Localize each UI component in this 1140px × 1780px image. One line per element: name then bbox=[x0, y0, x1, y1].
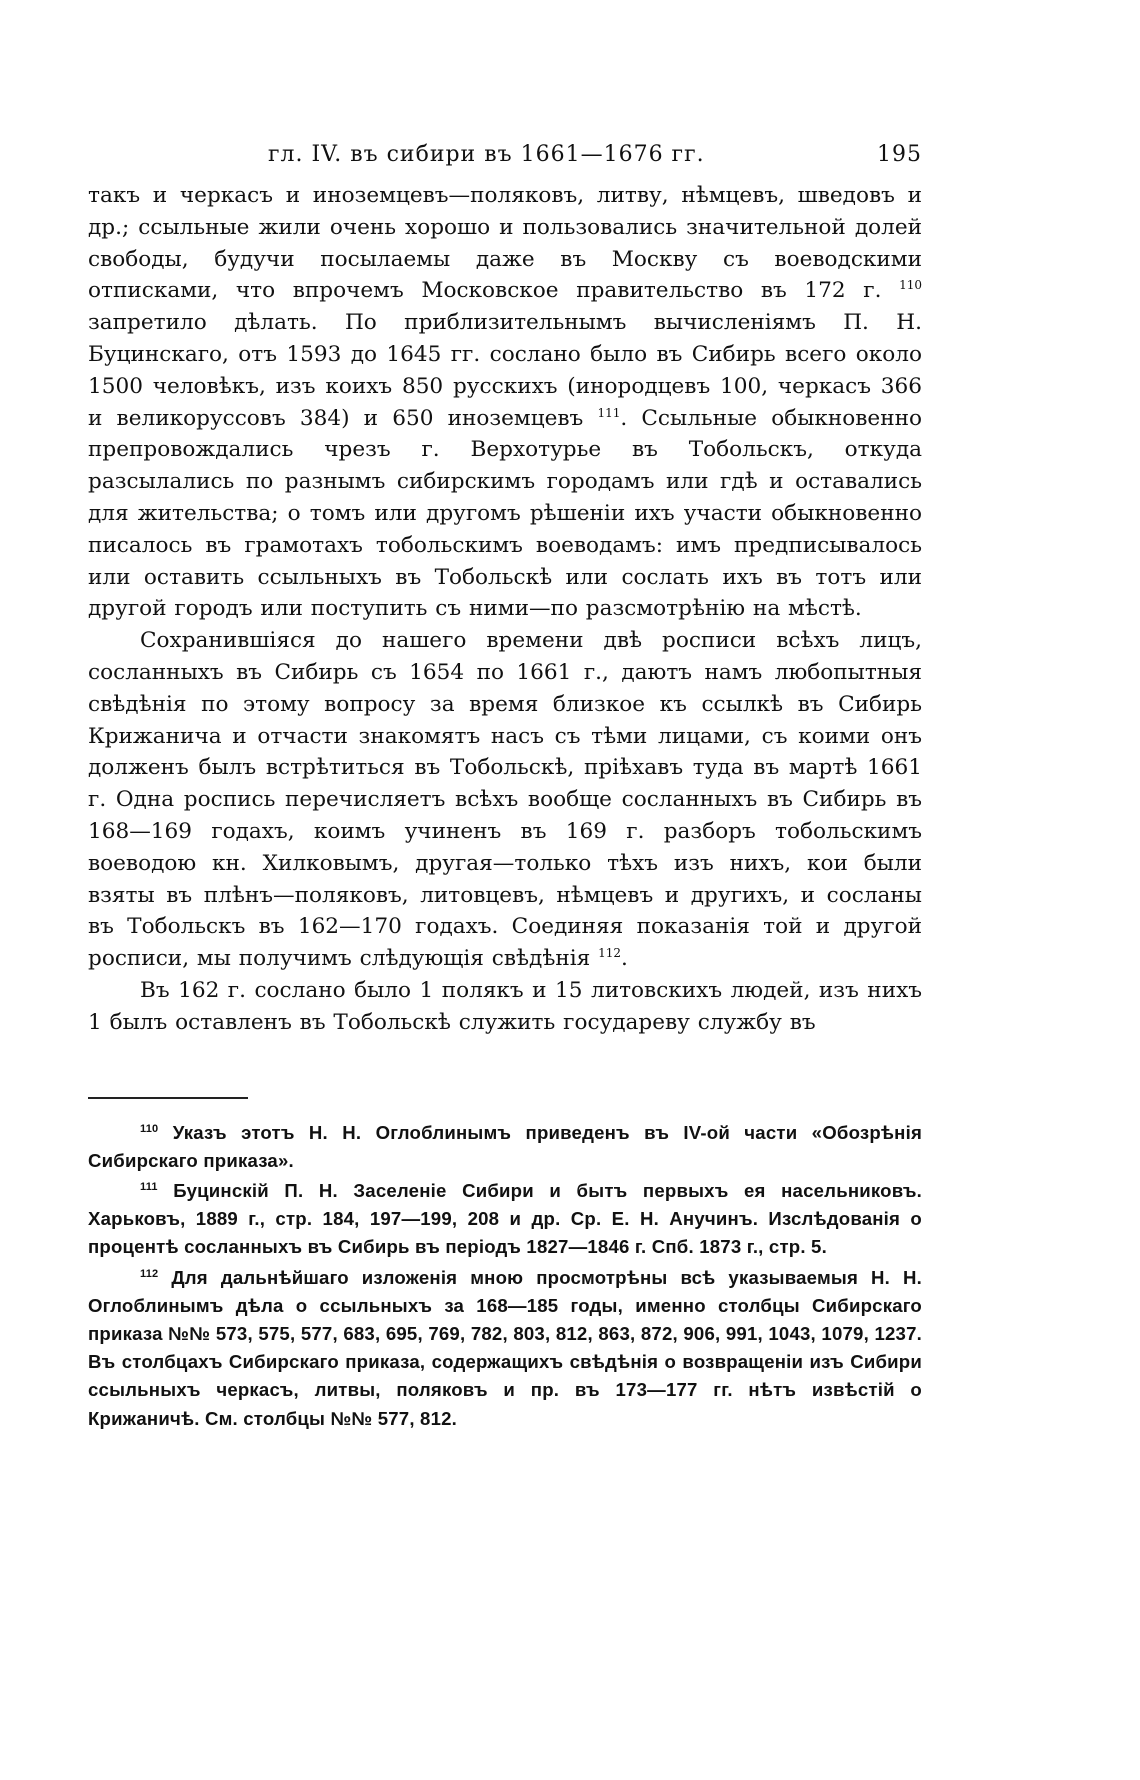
paragraph-1-part-b: запретило дѣлать. По приблизительнымъ вычисленіямъ П. Н. Буцинскаго, отъ 1593 до 1645 гг. сослано было въ Сибирь всего около 1500 человѣкъ, изъ коихъ 850 русскихъ (инородцевъ 100, черкасъ 366 и великоруссовъ 384) и 650 иноземцевъ bbox=[88, 310, 922, 431]
paragraph-1-part-c: . Ссыльные обыкновенно препровождались чрезъ г. Верхотурье въ Тобольскъ, откуда разсылались по разнымъ сибирскимъ городамъ или гдѣ и оставались для жительства; о томъ или другомъ рѣшеніи ихъ участи обыкновенно писалось въ грамотахъ тобольскимъ воеводамъ: имъ предписывалось или оставить ссыльныхъ въ Тобольскѣ или сослать ихъ въ тотъ или другой городъ или поступить съ ними—по разсмотрѣнію на мѣстѣ. bbox=[88, 405, 922, 622]
footnote-separator bbox=[88, 1097, 248, 1099]
footnote-number: 110 bbox=[140, 1122, 159, 1135]
footnote-text: Указъ этотъ Н. Н. Оглоблинымъ приведенъ въ IV-ой части «Обозрѣнія Сибирскаго приказа». bbox=[88, 1121, 922, 1171]
paragraph-3: Въ 162 г. сослано было 1 полякъ и 15 литовскихъ людей, изъ нихъ 1 былъ оставленъ въ Тобольскѣ служить государеву службу въ bbox=[88, 977, 922, 1035]
main-text bbox=[88, 180, 922, 1039]
footnote-text: Буцинскій П. Н. Заселеніе Сибири и бытъ первыхъ ея насельниковъ. Харьковъ, 1889 г., стр. 184, 197—199, 208 и др. Ср. Е. Н. Анучинъ. Изслѣдованія о процентѣ сосланныхъ въ Сибирь въ періодъ 1827—1846 г. Спб. 1873 г., стр. 5. bbox=[88, 1179, 922, 1258]
footnote-ref-110: 110 bbox=[899, 278, 922, 293]
paragraph-2-part-b: . bbox=[621, 946, 628, 972]
paragraph-2 bbox=[88, 625, 922, 975]
running-head bbox=[88, 140, 922, 180]
footnote-number: 111 bbox=[140, 1180, 158, 1193]
page-number: 195 bbox=[877, 142, 922, 167]
footnote-112 bbox=[88, 1264, 922, 1433]
footnote-ref-111: 111 bbox=[597, 405, 621, 420]
footnote-number: 112 bbox=[140, 1267, 159, 1280]
footnotes bbox=[88, 1119, 922, 1433]
running-title: гл. IV. въ сибири въ 1661—1676 гг. bbox=[268, 142, 705, 167]
paragraph-2-part-a: Сохранившіяся до нашего времени двѣ росписи всѣхъ лицъ, сосланныхъ въ Сибирь съ 1654 по 1661 г., даютъ намъ любопытныя свѣдѣнія по этому вопросу за время близкое къ ссылкѣ въ Сибирь Крижанича и отчасти знакомятъ насъ съ тѣми лицами, съ коими онъ долженъ былъ встрѣтиться въ Тобольскѣ, пріѣхавъ туда въ мартѣ 1661 г. Одна роспись перечисляетъ всѣхъ вообще сосланныхъ въ Сибирь въ 168—169 годахъ, коимъ учиненъ въ 169 г. разборъ тобольскимъ воеводою кн. Хилковымъ, другая—только тѣхъ изъ нихъ, кои были взяты въ плѣнъ—поляковъ, литовцевъ, нѣмцевъ и другихъ, и сосланы въ Тобольскъ въ 162—170 годахъ. Соединяя показанія той и другой росписи, мы получимъ слѣдующія свѣдѣнія bbox=[88, 628, 922, 972]
book-page bbox=[88, 140, 922, 1435]
footnote-111 bbox=[88, 1177, 922, 1262]
footnote-110 bbox=[88, 1119, 922, 1175]
footnote-ref-112: 112 bbox=[598, 945, 622, 960]
paragraph-1 bbox=[88, 180, 922, 625]
footnote-text: Для дальнѣйшаго изложенія мною просмотрѣны всѣ указываемыя Н. Н. Оглоблинымъ дѣла о ссыльныхъ за 168—185 годы, именно столбцы Сибирскаго приказа №№ 573, 575, 577, 683, 695, 769, 782, 803, 812, 863, 872, 906, 991, 1043, 1079, 1237. Въ столбцахъ Сибирскаго приказа, содержащихъ свѣдѣнія о возвращеніи изъ Сибири ссыльныхъ черкасъ, литвы, поляковъ и пр. въ 173—177 гг. нѣтъ извѣстій о Крижаничѣ. См. столбцы №№ 577, 812. bbox=[88, 1266, 922, 1429]
paragraph-1-part-a: такъ и черкасъ и иноземцевъ—поляковъ, литву, нѣмцевъ, шведовъ и др.; ссыльные жили очень хорошо и пользовались значительной долей свободы, будучи посылаемы даже въ Москву съ воеводскими отписками, что впрочемъ Московское правительство въ 172 г. bbox=[88, 183, 922, 304]
